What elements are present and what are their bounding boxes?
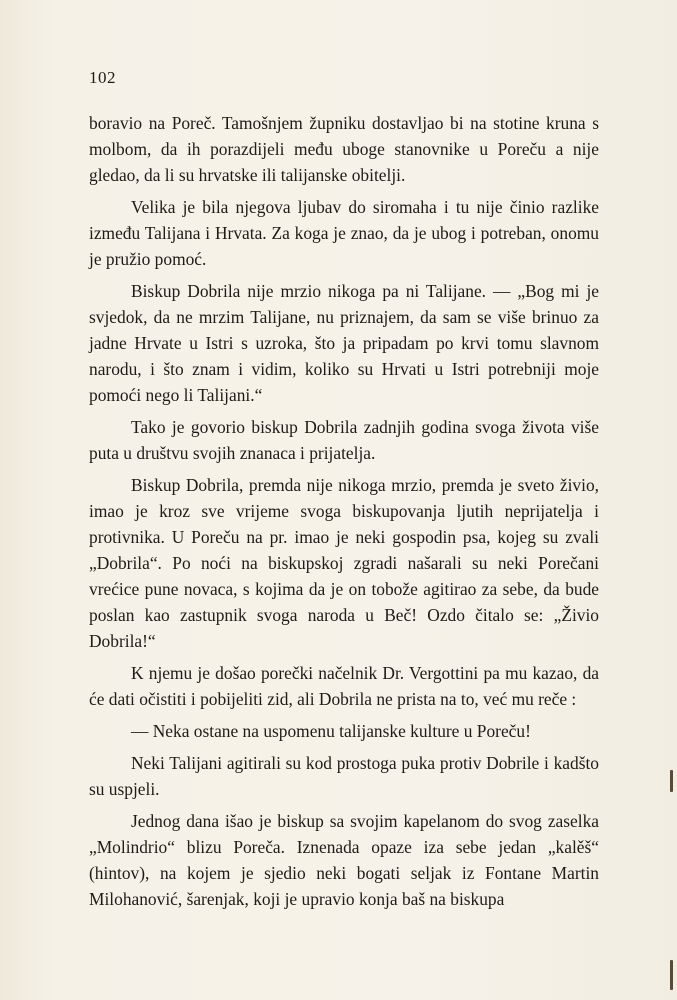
paragraph-3: Biskup Dobrila nije mrzio nikoga pa ni Talijane. — „Bog mi je svjedok, da ne mrzim Talijane, nu priznajem, da sam se više brinuo za jadne Hrvate u Istri s uzroka, što ja pripadam po krvi tomu slavnom narodu, i što znam i vidim, koliko su Hrvati u Istri potrebniji moje pomoći nego li Talijani.“ [89, 281, 599, 405]
paragraph-4: Tako je govorio biskup Dobrila zadnjih godina svoga života više puta u društvu svojih znanaca i prijatelja. [89, 417, 599, 463]
paragraph-8: Neki Talijani agitirali su kod prostoga puka protiv Dobrile i kadšto su uspjeli. [89, 753, 599, 799]
paragraph-7-dialogue: — Neka ostane na uspomenu talijanske kulture u Poreču! [131, 721, 531, 741]
page-number: 102 [89, 68, 116, 87]
paragraph-1: boravio na Poreč. Tamošnjem župniku dostavljao bi na stotine kruna s molbom, da ih porazdijeli među uboge stanovnike u Poreču a nije gledao, da li su hrvatske ili talijanske obitelji. [89, 113, 599, 185]
paragraph-5: Biskup Dobrila, premda nije nikoga mrzio, premda je sveto živio, imao je kroz sve vrijeme svoga biskupovanja ljutih neprijatelja i protivnika. U Poreču na pr. imao je neki gospodin psa, kojeg su zvali „Dobrila“. Po noći na biskupskoj zgradi našarali su neki Porečani vrećice pune novaca, s kojima da je on tobože agitirao za sebe, da bude poslan kao zastupnik svoga naroda u Beč! Ozdo čitalo se: „Živio Dobrila!“ [89, 475, 599, 651]
paragraph-2: Velika je bila njegova ljubav do siromaha i tu nije činio razlike između Talijana i Hrvata. Za koga je znao, da je ubog i potreban, onomu je pružio pomoć. [89, 197, 599, 269]
paragraph-6: K njemu je došao porečki načelnik Dr. Vergottini pa mu kazao, da će dati očistiti i pobijeliti zid, ali Dobrila ne prista na to, već mu reče : [89, 663, 599, 709]
page-body-text [89, 110, 599, 918]
paragraph-9: Jednog dana išao je biskup sa svojim kapelanom do svog zaselka „Molindrio“ blizu Poreča. Iznenada opaze iza sebe jedan „kalěš“ (hintov), na kojem je sjedio neki bogati seljak iz Fontane Martin Milohanović, šarenjak, koji je upravio konja baš na biskupa [89, 811, 599, 909]
page-edge-mark [670, 770, 673, 792]
page-edge-mark [670, 960, 673, 990]
